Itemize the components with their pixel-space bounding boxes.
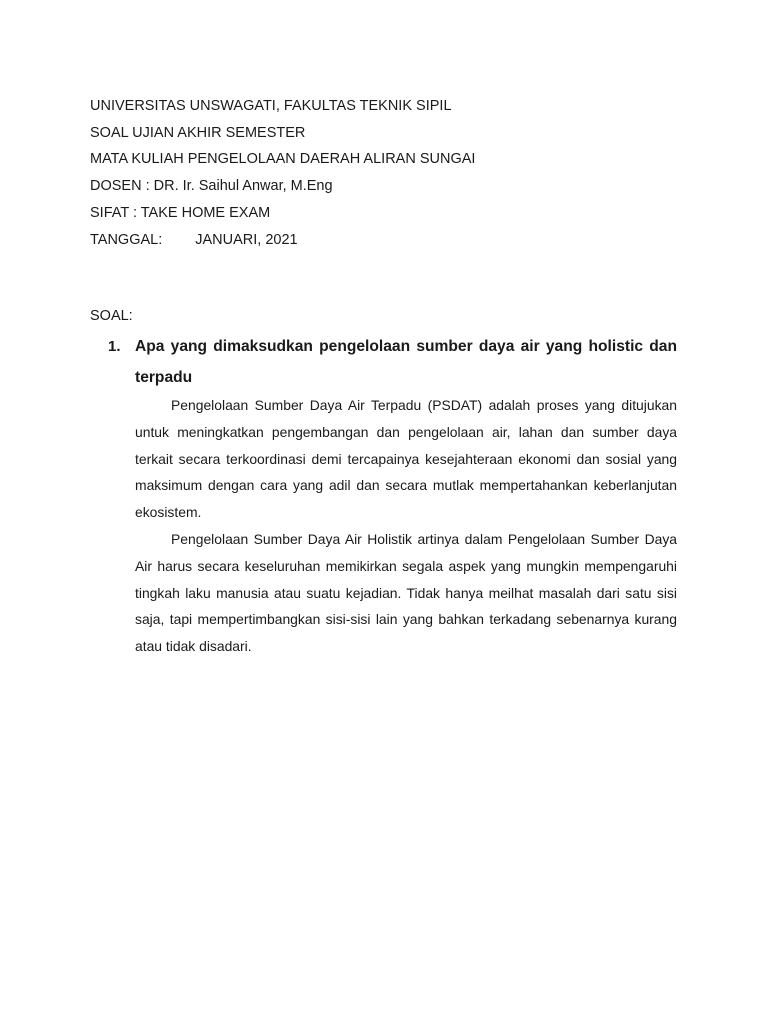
document-header xyxy=(90,93,475,253)
lecturer-line: DOSEN : DR. Ir. Saihul Anwar, M.Eng xyxy=(90,178,333,195)
course-line: MATA KULIAH PENGELOLAAN DAERAH ALIRAN SUNGAI xyxy=(90,151,476,168)
date-value: JANUARI, 2021 xyxy=(195,231,298,248)
answer-body xyxy=(135,392,677,660)
question-text: Apa yang dimaksudkan pengelolaan sumber daya air yang holistic dan terpadu xyxy=(135,338,677,386)
nature-line: SIFAT : TAKE HOME EXAM xyxy=(90,204,271,221)
date-line xyxy=(90,227,475,254)
answer-paragraph-1: Pengelolaan Sumber Daya Air Terpadu (PSDAT) adalah proses yang ditujukan untuk meningkatkan pengembangan dan pengelolaan air, lahan dan sumber daya terkait secara terkoordinasi demi tercapainya kesejahteraan ekonomi dan sosial yang maksimum dengan cara yang adil dan secara mutlak mempertahankan keberlanjutan ekosistem. xyxy=(135,397,677,521)
answer-paragraph-2: Pengelolaan Sumber Daya Air Holistik artinya dalam Pengelolaan Sumber Daya Air harus secara keseluruhan memikirkan segala aspek yang mungkin mempengaruhi tingkah laku manusia atau suatu kejadian. Tidak hanya meilhat masalah dari satu sisi saja, tapi mempertimbangkan sisi-sisi lain yang bahkan terkadang sebenarnya kurang atau tidak disadari. xyxy=(135,530,677,655)
question-number: 1. xyxy=(108,338,121,355)
date-label: TANGGAL: xyxy=(90,231,163,248)
soal-label: SOAL: xyxy=(90,308,133,324)
question-item xyxy=(108,331,677,393)
university-line: UNIVERSITAS UNSWAGATI, FAKULTAS TEKNIK SIPIL xyxy=(90,98,452,114)
exam-line: SOAL UJIAN AKHIR SEMESTER xyxy=(90,124,306,141)
